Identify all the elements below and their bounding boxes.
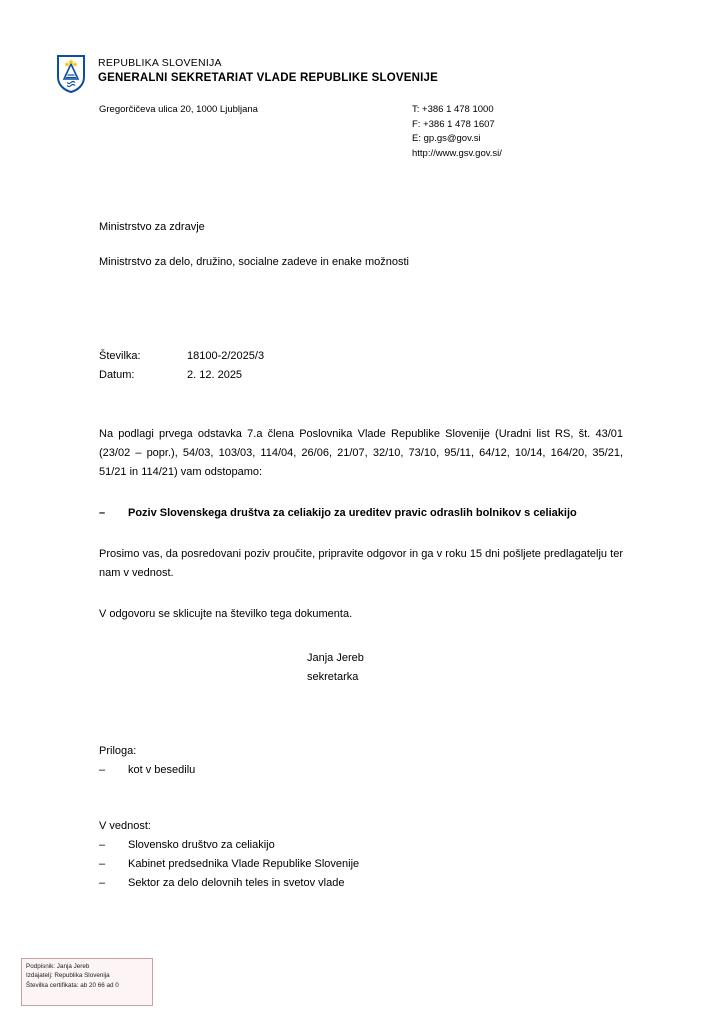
list-dash-icon: – bbox=[99, 764, 106, 776]
body-paragraph-2: Prosimo vas, da posredovani poziv proučite, pripravite odgovor in ga v roku 15 dni pošljete predlagatelju ter nam v vednost. bbox=[99, 548, 623, 579]
signature-block bbox=[307, 649, 364, 687]
phone-line: T: +386 1 478 1000 bbox=[412, 104, 494, 115]
signer-title: sekretarka bbox=[307, 671, 359, 683]
digital-signature-stamp bbox=[21, 958, 153, 1006]
cc-item-2: Kabinet predsednika Vlade Republike Slovenije bbox=[128, 858, 360, 870]
addressee-block bbox=[99, 220, 659, 270]
list-item bbox=[99, 874, 599, 893]
body-intro-paragraph: Na podlagi prvega odstavka 7.a člena Poslovnika Vlade Republike Slovenije (Uradni list RS, št. 43/01 (23/02 – popr.), 54/03, 103/03, 114/04, 26/06, 21/07, 32/10, 73/10, 95/11, 64/12, 10/14, 164/20, 35/21, 51/21 in 114/21) vam odstopamo: bbox=[99, 428, 623, 478]
republic-label: REPUBLIKA SLOVENIJA bbox=[98, 57, 222, 69]
reference-date-label: Datum: bbox=[99, 369, 135, 381]
attachments-and-cc bbox=[99, 742, 599, 893]
coat-of-arms-icon bbox=[56, 55, 86, 93]
list-dash-icon: – bbox=[99, 858, 106, 870]
reference-date-row bbox=[99, 366, 499, 385]
signer-name: Janja Jereb bbox=[307, 652, 364, 664]
reference-block bbox=[99, 347, 499, 385]
signature-stamp-certificate: Številka certifikata: ab 20 66 ad 0 bbox=[26, 981, 119, 989]
list-dash-icon: – bbox=[99, 839, 106, 851]
list-dash-icon: – bbox=[99, 877, 106, 889]
website-line: http://www.gsv.gov.si/ bbox=[412, 147, 502, 159]
letterhead bbox=[56, 55, 676, 93]
attachment-item-1: kot v besedilu bbox=[128, 764, 196, 776]
list-item bbox=[99, 855, 599, 874]
attachments-heading: Priloga: bbox=[99, 745, 137, 757]
reference-number-row bbox=[99, 347, 499, 366]
list-item bbox=[99, 836, 599, 855]
reference-number-label: Številka: bbox=[99, 350, 141, 362]
addressee-1: Ministrstvo za zdravje bbox=[99, 221, 205, 233]
reference-number-value: 18100-2/2025/3 bbox=[187, 350, 265, 362]
cc-item-1: Slovensko društvo za celiakijo bbox=[128, 839, 275, 851]
subject-bullet bbox=[99, 504, 623, 523]
subject-bullet-text: Poziv Slovenskega društva za celiakijo za ureditev pravic odraslih bolnikov s celiakijo bbox=[128, 507, 577, 519]
letter-body bbox=[99, 425, 623, 624]
list-item bbox=[99, 761, 599, 780]
signature-stamp-issuer: Izdajatelj: Republika Slovenija bbox=[26, 972, 110, 980]
cc-block bbox=[99, 817, 599, 893]
reference-date-value: 2. 12. 2025 bbox=[187, 369, 243, 381]
cc-item-3: Sektor za delo delovnih teles in svetov vlade bbox=[128, 877, 345, 889]
addressee-2: Ministrstvo za delo, družino, socialne zadeve in enake možnosti bbox=[99, 256, 409, 268]
organization-block bbox=[98, 55, 438, 86]
bullet-dash-icon: – bbox=[99, 507, 106, 519]
email-line: E: gp.gs@gov.si bbox=[412, 133, 481, 144]
address-line: Gregorčičeva ulica 20, 1000 Ljubljana bbox=[99, 104, 258, 115]
signature-stamp-signer: Podpisnik: Janja Jereb bbox=[26, 963, 90, 970]
fax-line: F: +386 1 478 1607 bbox=[412, 118, 495, 130]
office-label: GENERALNI SEKRETARIAT VLADE REPUBLIKE SLOVENIJE bbox=[98, 72, 438, 84]
body-paragraph-3: V odgovoru se sklicujte na številko tega dokumenta. bbox=[99, 608, 353, 620]
contact-details-column bbox=[412, 103, 672, 161]
contact-address-column bbox=[99, 103, 399, 118]
cc-heading: V vednost: bbox=[99, 820, 151, 832]
